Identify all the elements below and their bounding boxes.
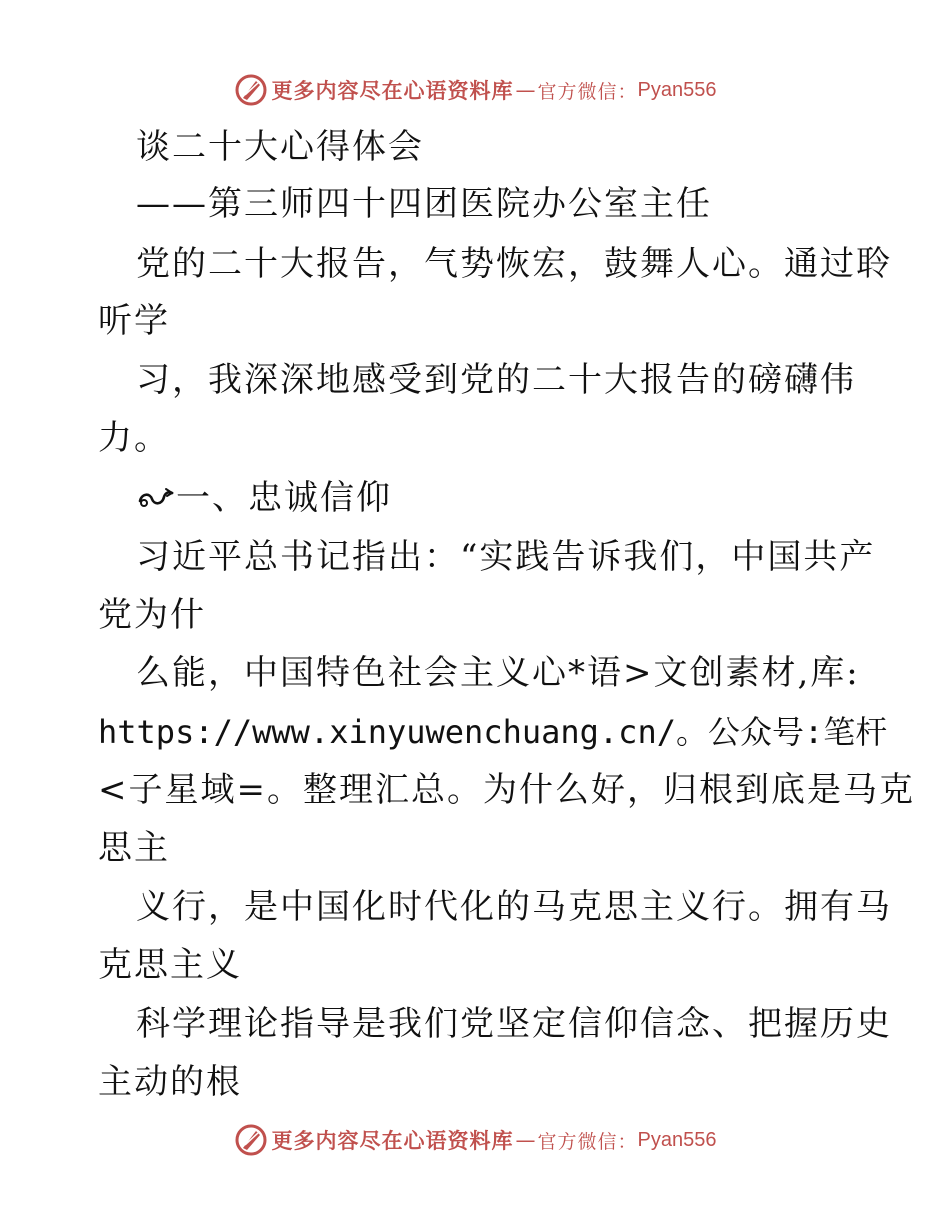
paragraph-line: <子星域=。整理汇总。为什么好，归根到底是马克 [98, 770, 915, 810]
section-heading-text: 一、忠诚信仰 [176, 478, 392, 518]
header-watermark [0, 70, 950, 110]
watermark-main-text: 更多内容尽在心语资料库 [271, 78, 514, 103]
watermark-sub-text: 官方微信： [537, 80, 638, 103]
paragraph-line: 克思主义 [98, 945, 242, 985]
watermark-separator: — [515, 78, 536, 102]
paragraph-line: 义行，是中国化时代化的马克思主义行。拥有马 [136, 887, 892, 927]
paragraph-line: 主动的根 [98, 1062, 242, 1102]
paragraph-line: 习近平总书记指出：“实践告诉我们，中国共产 [136, 537, 876, 577]
watermark-sub-text: 官方微信： [537, 1130, 638, 1153]
paragraph-line: 听学 [98, 301, 170, 341]
section-heading [136, 471, 906, 525]
quill-logo-icon [234, 1123, 268, 1157]
document-byline: ——第三师四十四团医院办公室主任 [136, 184, 712, 224]
watermark-separator: — [515, 1128, 536, 1152]
quill-logo-icon [234, 73, 268, 107]
document-title: 谈二十大心得体会 [136, 127, 424, 167]
paragraph-line: https://www.xinyuwenchuang.cn/。公众号:笔杆 [98, 713, 888, 751]
paragraph-line: 么能，中国特色社会主义心*语>文创素材,库: [136, 653, 860, 693]
paragraph-line: 党为什 [98, 595, 206, 635]
watermark-main-text: 更多内容尽在心语资料库 [271, 1128, 514, 1153]
watermark-wechat-id: Pyan556 [637, 78, 717, 101]
watermark-wechat-id: Pyan556 [637, 1128, 717, 1151]
paragraph-line: 科学理论指导是我们党坚定信仰信念、把握历史 [136, 1004, 892, 1044]
footer-watermark [0, 1120, 950, 1160]
decorative-bullet-icon [136, 483, 176, 513]
paragraph-line: 党的二十大报告，气势恢宏，鼓舞人心。通过聆 [136, 244, 892, 284]
paragraph-line: 力。 [98, 418, 170, 458]
paragraph-line: 思主 [98, 828, 170, 868]
paragraph-line: 习，我深深地感受到党的二十大报告的磅礴伟 [136, 360, 856, 400]
